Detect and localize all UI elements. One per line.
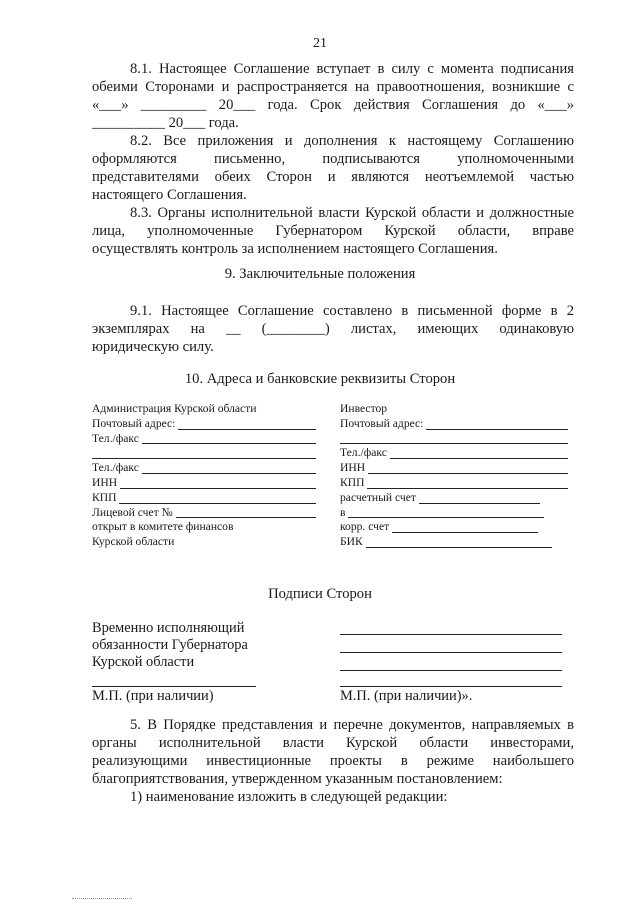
bank-field[interactable] xyxy=(348,517,544,518)
text-line: 1) наименование изложить в следующей редакции: xyxy=(130,789,448,805)
account-label: расчетный счет xyxy=(340,490,416,504)
inn-field[interactable] xyxy=(368,473,568,474)
kpp-label: КПП xyxy=(92,490,117,504)
postal-field[interactable] xyxy=(178,429,316,430)
paragraph-9-1 xyxy=(92,302,574,356)
text-line: 8.1. Настоящее Соглашение вступает в силу с момента подписания xyxy=(130,61,574,77)
section-10-title: 10. Адреса и банковские реквизиты Сторон xyxy=(184,371,456,387)
text-line: экземплярах на __ (________) листах, имеющих одинаковую xyxy=(92,321,574,337)
text-line: благоприятствования, утвержденном указанным постановлением: xyxy=(92,771,503,787)
postal-label: Почтовый адрес: xyxy=(92,416,176,430)
signature-line[interactable] xyxy=(340,670,562,671)
text-line: осуществлять контроль за исполнением настоящего Соглашения. xyxy=(92,241,498,257)
phone-label: Тел./факс xyxy=(92,461,139,475)
section-9-title: 9. Заключительные положения xyxy=(224,266,416,282)
account-field[interactable] xyxy=(419,503,540,504)
page-number: 21 xyxy=(313,36,327,51)
bik-field[interactable] xyxy=(366,547,552,548)
signature-line[interactable] xyxy=(340,634,562,635)
text-line: настоящего Соглашения. xyxy=(92,187,247,203)
signature-line[interactable] xyxy=(340,686,562,687)
inn-label: ИНН xyxy=(340,461,366,475)
stamp-right: М.П. (при наличии)». xyxy=(340,688,473,704)
inn-field[interactable] xyxy=(120,488,316,489)
text-line: __________ 20___ года. xyxy=(92,115,239,131)
opened-text: Курской области xyxy=(92,535,175,549)
phone-label: Тел./факс xyxy=(92,431,139,445)
inn-label: ИНН xyxy=(92,475,118,489)
stamp-left: М.П. (при наличии) xyxy=(92,688,214,704)
text-line: юридическую силу. xyxy=(92,339,214,355)
text-line: реализующими инвестиционные проекты в режиме наибольшего xyxy=(92,753,574,769)
party-title: Инвестор xyxy=(340,402,388,415)
text-line: органы исполнительной власти Курской области инвесторами, xyxy=(92,735,574,751)
paragraph-8-2 xyxy=(92,132,574,204)
paragraph-8-3 xyxy=(92,204,574,258)
signatory-line: Временно исполняющий xyxy=(92,620,245,636)
text-line: 5. В Порядке представления и перечне документов, направляемых в xyxy=(130,717,574,733)
account-label: Лицевой счет № xyxy=(92,505,173,519)
kpp-field[interactable] xyxy=(119,503,316,504)
text-line: обеими Сторонами и распространяется на правоотношения, возникшие с xyxy=(92,79,574,95)
account-field[interactable] xyxy=(176,517,316,518)
bik-label: БИК xyxy=(340,535,363,549)
postal-label: Почтовый адрес: xyxy=(340,416,424,430)
bank-label: в xyxy=(340,505,346,519)
phone-field[interactable] xyxy=(142,473,316,474)
phone-label: Тел./факс xyxy=(340,446,387,460)
text-line: «___» _________ 20___ года. Срок действия Соглашения до «___» xyxy=(92,97,574,113)
signatures-title: Подписи Сторон xyxy=(268,586,372,602)
footer-divider xyxy=(72,898,132,899)
text-line: лица, уполномоченные Губернатором Курской области, вправе xyxy=(92,223,574,239)
blank-field[interactable] xyxy=(92,458,316,459)
corr-field[interactable] xyxy=(392,532,538,533)
kpp-label: КПП xyxy=(340,475,365,489)
left-party-requisites xyxy=(92,402,316,550)
phone-field[interactable] xyxy=(142,443,316,444)
corr-label: корр. счет xyxy=(340,520,390,534)
signatory-line: обязанности Губернатора xyxy=(92,637,248,653)
right-party-requisites xyxy=(340,402,568,550)
opened-text: открыт в комитете финансов xyxy=(92,520,234,534)
text-line: оформляются письменно, подписываются уполномоченными xyxy=(92,151,574,167)
signature-line[interactable] xyxy=(340,652,562,653)
text-line: 8.3. Органы исполнительной власти Курской области и должностные xyxy=(130,205,574,221)
party-title: Администрация Курской области xyxy=(92,402,257,415)
blank-field[interactable] xyxy=(340,443,568,444)
postal-field[interactable] xyxy=(426,429,568,430)
phone-field[interactable] xyxy=(390,458,568,459)
text-line: представителями обеих Сторон и являются неотъемлемой частью xyxy=(92,169,574,185)
signatory-line: Курской области xyxy=(92,654,195,670)
text-line: 9.1. Настоящее Соглашение составлено в письменной форме в 2 xyxy=(130,303,574,319)
paragraph-8-1 xyxy=(92,60,574,132)
text-line: 8.2. Все приложения и дополнения к настоящему Соглашению xyxy=(130,133,574,149)
kpp-field[interactable] xyxy=(367,488,568,489)
paragraph-5 xyxy=(92,716,574,806)
signatory-block xyxy=(92,620,248,671)
signature-line[interactable] xyxy=(92,686,256,687)
